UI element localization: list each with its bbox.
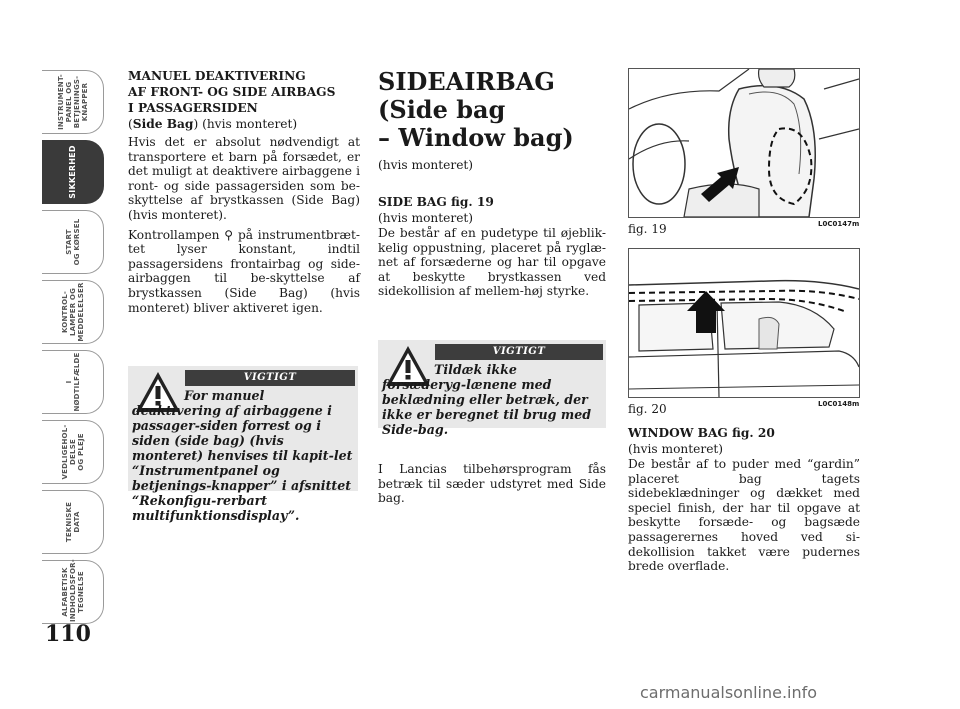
- heading-line-3: I PASSAGERSIDEN: [128, 101, 258, 115]
- figure-20-window-bag: [628, 248, 860, 398]
- window-bag-sub: (hvis monteret): [628, 442, 724, 456]
- warning-text: For manuel deaktivering af airbaggene i passager-siden forrest og i siden (side bag) (hvis monteret) henvises til kapit-let “Instrumentpanel og betjenings-knapper” i afsnittet “Rekonfigu-rerbart multifunktionsdisplay”.: [132, 388, 353, 523]
- column-sideairbag: [378, 68, 606, 299]
- tab-start-og-korsel[interactable]: START OG KØRSEL: [42, 210, 104, 274]
- warning-title-band-2: VIGTIGT: [435, 344, 603, 360]
- side-bag-sub: (hvis monteret): [378, 211, 474, 225]
- column-manual-deactivation: [128, 68, 360, 315]
- warning-title-band: VIGTIGT: [185, 370, 355, 386]
- warning-box-2: [378, 340, 606, 437]
- paragraph-2: Kontrollampen ⚲ på instrumentbræt-tet lyser konstant, indtil passagersidens frontairbag og side-airbaggen til be-skyttelse af brystkassen (Side Bag) (hvis monteret) bliver aktiveret igen.: [128, 227, 360, 315]
- figure-19-code: L0C0147m: [818, 220, 860, 228]
- window-bag-paragraph: De består af to puder med “gardin” placeret bag tagets sidebeklædninger og dækket med speciel finish, der har til opgave at beskytte forsæde- og bagsæde passagerernes hoved ved si-dekollision takket være pudernes brede overflade.: [628, 457, 860, 574]
- title-line-1: SIDEAIRBAG: [378, 67, 555, 96]
- heading-rest: (hvis monteret): [198, 117, 298, 131]
- car-window-bag-illustration: [629, 249, 859, 397]
- title-line-3: – Window bag): [378, 123, 574, 152]
- tab-tekniske-data[interactable]: TEKNISKE DATA: [42, 490, 104, 554]
- figure-19-side-bag: [628, 68, 860, 218]
- page-number: 110: [45, 621, 91, 647]
- tab-sikkerhed[interactable]: SIKKERHED: [42, 140, 104, 204]
- heading-line-2: AF FRONT- OG SIDE AIRBAGS: [128, 85, 336, 99]
- title-subtitle: (hvis monteret): [378, 158, 474, 172]
- title-line-2: (Side bag: [378, 95, 506, 124]
- window-bag-section: [628, 425, 860, 574]
- warning-text-2: Tildæk ikke forsæderyg-lænene med beklædning eller betræk, der ikke er beregnet til brug med Side-bag.: [382, 362, 592, 437]
- figure-20-code: L0C0148m: [818, 400, 860, 408]
- watermark: carmanualsonline.info: [640, 683, 818, 702]
- heading-bold: Side Bag: [132, 117, 194, 131]
- tab-kontrollamper[interactable]: KONTROL- LAMPER OG MEDDELELSER: [42, 280, 104, 344]
- side-bag-heading: SIDE BAG fig. 19: [378, 195, 494, 209]
- seat-side-bag-illustration: [629, 69, 859, 217]
- heading-line-4: (Side Bag) (hvis monteret): [128, 117, 298, 131]
- figure-20-caption: fig. 20: [628, 402, 667, 416]
- window-bag-heading: WINDOW BAG fig. 20: [628, 426, 775, 440]
- figure-19-caption: fig. 19: [628, 222, 667, 236]
- side-bag-paragraph: De består af en pudetype til øjeblik-kelig oppustning, placeret på ryglæ-net af forsæderne og har til opgave at beskytte brystkassen ved sidekollision af mellem-høj styrke.: [378, 226, 606, 299]
- warning-box-1: [128, 366, 358, 523]
- tab-vedligeholdelse[interactable]: VEDLIGEHOL- DELSE OG PLEJE: [42, 420, 104, 484]
- tab-nodtilfaelde[interactable]: I NØDTILFÆLDE: [42, 350, 104, 414]
- side-tab-navigation: [42, 70, 104, 630]
- tab-alfabetisk-indhold[interactable]: ALFABETISK INDHOLDSFOR- TEGNELSE: [42, 560, 104, 624]
- heading-line-1: MANUEL DEAKTIVERING: [128, 69, 306, 83]
- accessories-paragraph: I Lancias tilbehørsprogram fås betræk til sæder udstyret med Side bag.: [378, 462, 606, 506]
- paragraph-1: Hvis det er absolut nødvendigt at transportere et barn på forsædet, er det muligt at deaktivere airbaggene i ront- og side passagersiden som be-skyttelse af brystkassen (Side Bag) (hvis monteret).: [128, 135, 360, 222]
- tab-instrumentpanel[interactable]: INSTRUMENT- PANEL OG BETJENINGS- KNAPPER: [42, 70, 104, 134]
